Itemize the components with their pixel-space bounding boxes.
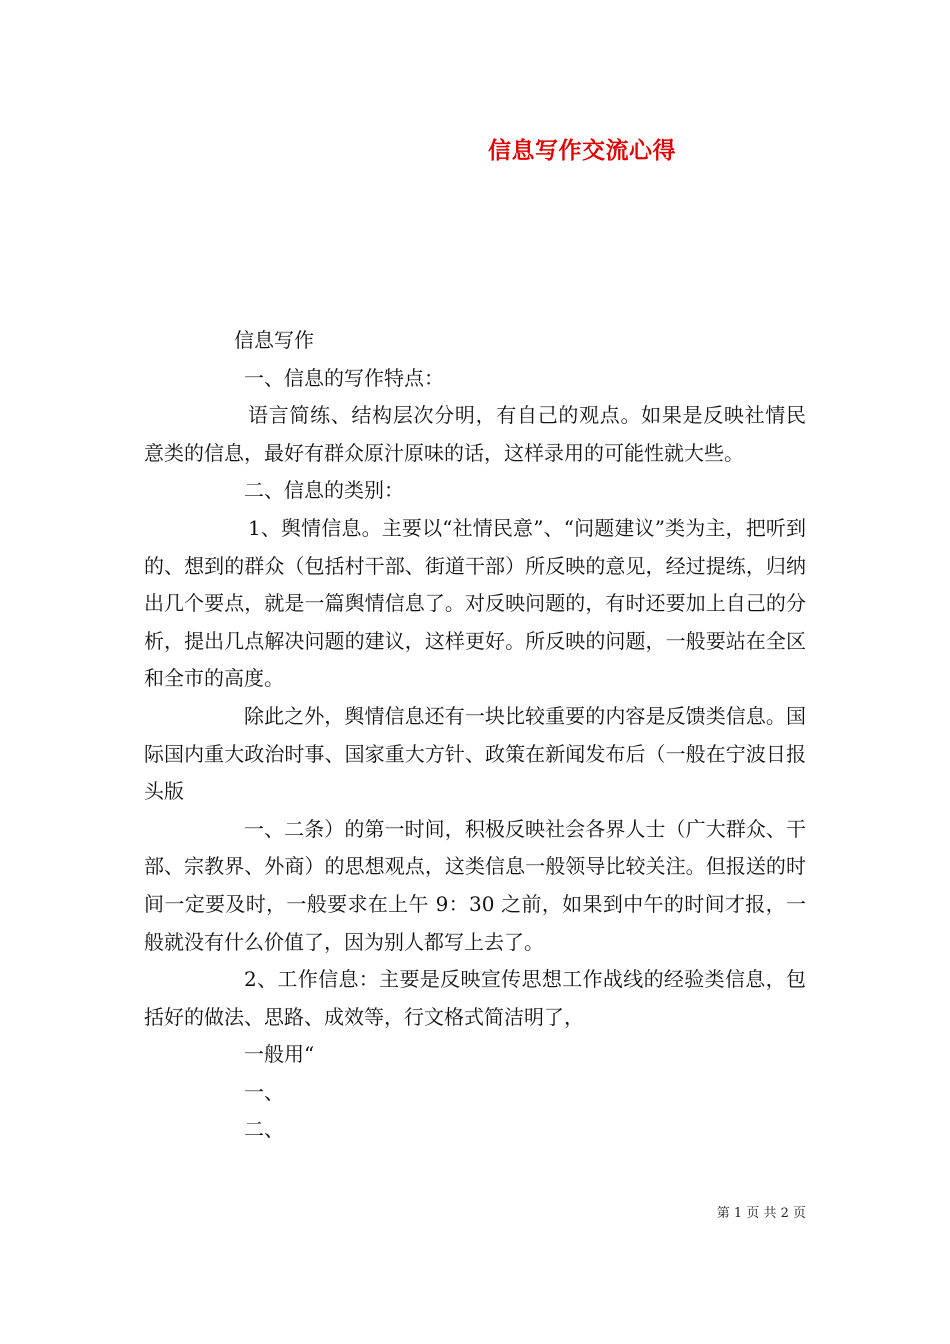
- paragraph-item-two: 二、: [244, 1117, 284, 1142]
- paragraph-public-opinion-info: 1、舆情信息。主要以“社情民意”、“问题建议”类为主，把听到的、想到的群众（包括村干部、街道干部）所反映的意见，经过提练，归纳出几个要点，就是一篇舆情信息了。对反映问题的，有时还要加上自己的分析，提出几点解决问题的建议，这样更好。所反映的问题，一般要站在全区和全市的高度。: [144, 515, 806, 691]
- document-body: [144, 322, 806, 1149]
- paragraph-work-info: 2、工作信息：主要是反映宣传思想工作战线的经验类信息，包括好的做法、思路、成效等，行文格式简洁明了，: [144, 967, 806, 1029]
- document-title: 信息写作交流心得: [488, 137, 676, 164]
- paragraph-item-one: 一、: [244, 1079, 284, 1104]
- paragraph-writing-features: 语言简练、结构层次分明，有自己的观点。如果是反映社情民意类的信息，最好有群众原汁原味的话，这样录用的可能性就大些。: [144, 403, 806, 465]
- paragraph-section-two: 二、信息的类别：: [244, 478, 404, 503]
- paragraph-feedback-info: 除此之外，舆情信息还有一块比较重要的内容是反馈类信息。国际国内重大政治时事、国家重大方针、政策在新闻发布后（一般在宁波日报头版: [144, 703, 806, 804]
- paragraph-heading-info-writing: 信息写作: [234, 328, 314, 352]
- page-footer: 第 1 页 共 2 页: [716, 1206, 806, 1221]
- paragraph-section-one: 一、信息的写作特点：: [244, 365, 444, 390]
- paragraph-first-time: 一、二条）的第一时间，积极反映社会各界人士（广大群众、干部、宗教界、外商）的思想观点，这类信息一般领导比较关注。但报送的时间一定要及时，一般要求在上午 9：30 之前，如果到中午的时间才报，一般就没有什么价值了，因为别人都写上去了。: [144, 816, 806, 954]
- paragraph-general-use: 一般用“: [244, 1042, 315, 1067]
